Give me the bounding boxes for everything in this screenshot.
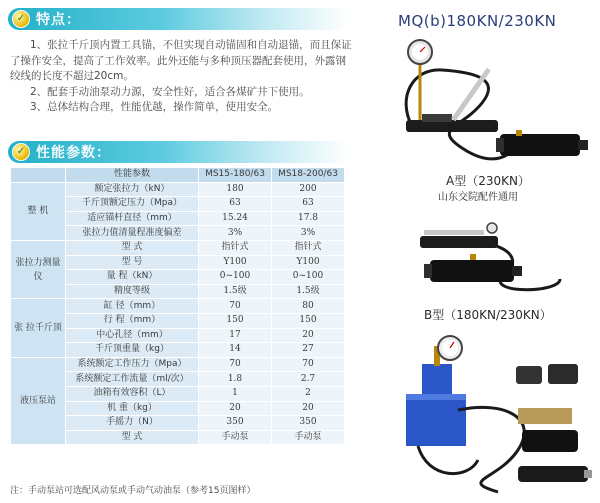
product-b-caption: B型（180KN/230KN） xyxy=(424,308,552,322)
param-name: 型 式 xyxy=(66,430,199,445)
param-value: 1.5级 xyxy=(272,284,345,299)
param-value: 2 xyxy=(272,386,345,401)
check-icon: ✓ xyxy=(12,10,30,28)
table-header-row xyxy=(11,168,345,183)
param-value: 指针式 xyxy=(199,240,272,255)
spec-table xyxy=(10,167,345,445)
feature-item-1: 1、张拉千斤顶内置工具锚，不但实现自动锚固和自动退锚，而且保证了操作安全，提高了工作效率。此外还能与多种顶压器配套使用，外露钢绞线的长度不超过20cm。 xyxy=(10,39,352,82)
param-value: 350 xyxy=(199,416,272,431)
params-header xyxy=(8,141,348,163)
table-row xyxy=(11,182,345,197)
param-value: 150 xyxy=(272,313,345,328)
param-name: 油箱有效容积（L） xyxy=(66,386,199,401)
param-value: 350 xyxy=(272,416,345,431)
param-value: 2.7 xyxy=(272,372,345,387)
param-value: 63 xyxy=(199,197,272,212)
param-value: Y100 xyxy=(199,255,272,270)
param-value: 0~100 xyxy=(272,270,345,285)
param-name: 适应锚杆直径（mm） xyxy=(66,211,199,226)
param-value: 20 xyxy=(199,401,272,416)
features-list xyxy=(10,38,355,116)
param-name: 型 式 xyxy=(66,240,199,255)
model-title: MQ(b)180KN/230KN xyxy=(398,12,557,30)
param-value: 手动泵 xyxy=(272,430,345,445)
table-row xyxy=(11,299,345,314)
table-header-model-1: MS15-180/63 xyxy=(199,168,272,183)
param-value: 80 xyxy=(272,299,345,314)
param-name: 精度等级 xyxy=(66,284,199,299)
feature-item-2: 2、配套手动油泵动力源，安全性好，适合各煤矿井下使用。 xyxy=(30,85,310,98)
param-name: 手摇力（N） xyxy=(66,416,199,431)
param-name: 型 号 xyxy=(66,255,199,270)
param-name: 机 重（kg） xyxy=(66,401,199,416)
param-value: 3% xyxy=(272,226,345,241)
product-a-subtitle: 山东交院配件通用 xyxy=(438,192,518,203)
table-row xyxy=(11,357,345,372)
param-value: 27 xyxy=(272,343,345,358)
param-value: 14 xyxy=(199,343,272,358)
param-name: 系统额定工作压力（Mpa） xyxy=(66,357,199,372)
param-value: 指针式 xyxy=(272,240,345,255)
param-value: 1.5级 xyxy=(199,284,272,299)
pump-station-image xyxy=(398,330,594,500)
product-a-caption: A型（230KN） xyxy=(446,174,530,188)
param-value: 3% xyxy=(199,226,272,241)
param-name: 行 程（mm） xyxy=(66,313,199,328)
check-icon: ✓ xyxy=(12,143,30,161)
param-value: 180 xyxy=(199,182,272,197)
table-header-corner xyxy=(11,168,66,183)
feature-item-3: 3、总体结构合理，性能优越，操作简单，使用安全。 xyxy=(30,101,279,113)
param-name: 额定张拉力（kN） xyxy=(66,182,199,197)
features-title: 特点： xyxy=(36,12,81,28)
param-value: 70 xyxy=(199,357,272,372)
features-header xyxy=(8,8,348,30)
product-b-image xyxy=(410,214,590,306)
param-value: 1.8 xyxy=(199,372,272,387)
param-name: 量 程（kN） xyxy=(66,270,199,285)
category-cell: 张拉力测量仪 xyxy=(11,240,66,298)
category-cell: 液压泵站 xyxy=(11,357,66,445)
product-a-image xyxy=(392,38,592,173)
param-value: 70 xyxy=(199,299,272,314)
param-value: 17 xyxy=(199,328,272,343)
param-name: 千斤顶重量（kg） xyxy=(66,343,199,358)
category-cell: 张 拉千斤顶 xyxy=(11,299,66,357)
param-name: 系统额定工作流量（ml/次） xyxy=(66,372,199,387)
param-value: 20 xyxy=(272,328,345,343)
param-name: 缸 径（mm） xyxy=(66,299,199,314)
params-title: 性能参数： xyxy=(36,145,111,161)
table-header-model-2: MS18-200/63 xyxy=(272,168,345,183)
param-value: 15.24 xyxy=(199,211,272,226)
param-value: 70 xyxy=(272,357,345,372)
param-value: Y100 xyxy=(272,255,345,270)
table-row xyxy=(11,240,345,255)
param-name: 张拉力值清量程准度偏差 xyxy=(66,226,199,241)
param-value: 手动泵 xyxy=(199,430,272,445)
param-name: 中心孔径（mm） xyxy=(66,328,199,343)
param-value: 200 xyxy=(272,182,345,197)
category-cell: 整 机 xyxy=(11,182,66,240)
param-value: 17.8 xyxy=(272,211,345,226)
param-value: 150 xyxy=(199,313,272,328)
param-value: 20 xyxy=(272,401,345,416)
footnote: 注：手动泵站可选配风动泵或手动气动油泵（参考15页图样） xyxy=(10,486,256,496)
param-value: 1 xyxy=(199,386,272,401)
param-value: 0~100 xyxy=(199,270,272,285)
param-name: 千斤顶额定压力（Mpa） xyxy=(66,197,199,212)
table-header-param: 性能参数 xyxy=(66,168,199,183)
param-value: 63 xyxy=(272,197,345,212)
